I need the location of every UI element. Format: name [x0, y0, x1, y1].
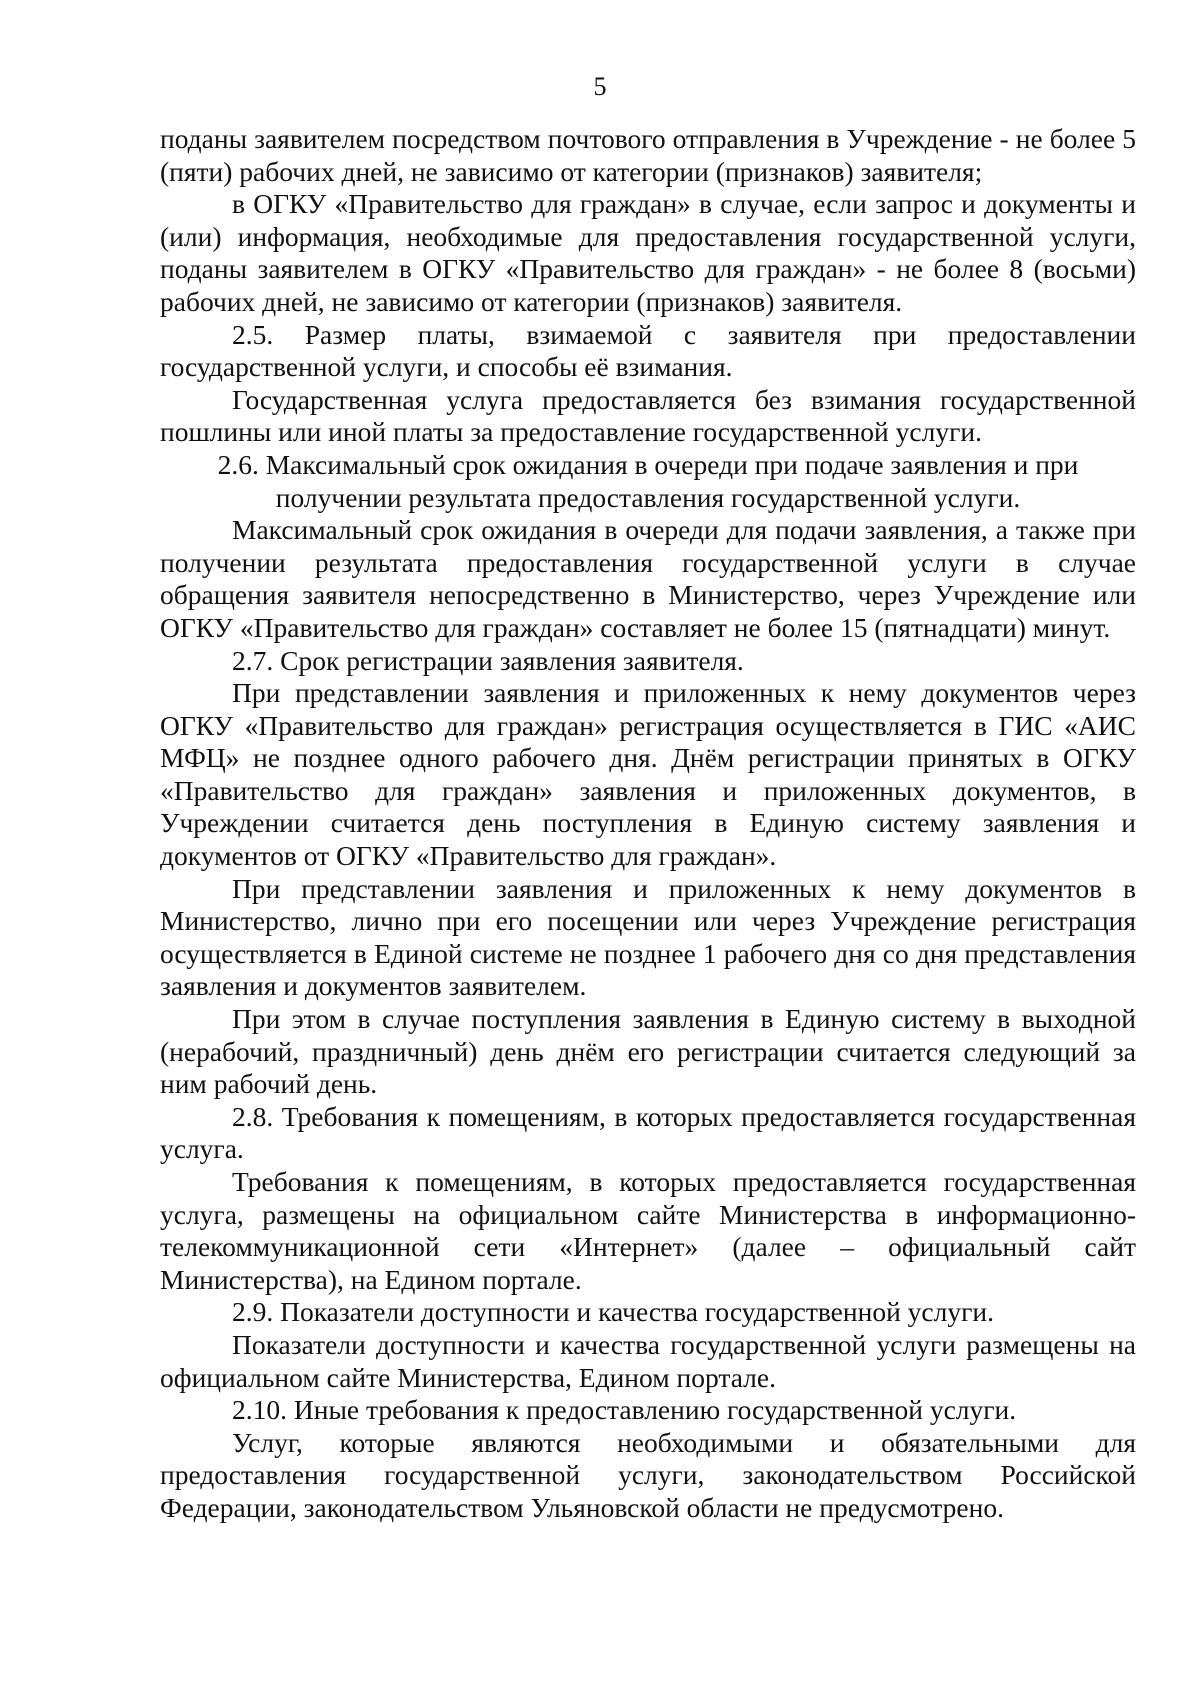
section-heading-2-9: 2.9. Показатели доступности и качества государственной услуги.: [232, 1296, 994, 1328]
paragraph-delivery-ogku: в ОГКУ «Правительство для граждан» в случае, если запрос и документы и (или) информация, необходимые для предоставления государственной услуги, поданы заявителем в ОГКУ «Правительство для граждан» - не более 8 (восьми) рабочих дней, не зависимо от категории (признаков) заявителя.: [160, 188, 1136, 317]
paragraph-registration-ogku: При представлении заявления и приложенных к нему документов через ОГКУ «Правительство для граждан» регистрация осуществляется в ГИС «АИС МФЦ» не позднее одного рабочего дня. Днём регистрации принятых в ОГКУ «Правительство для граждан» заявления и приложенных документов, в Учреждении считается день поступления в Единую систему заявления и документов от ОГКУ «Правительство для граждан».: [160, 677, 1136, 872]
page-number: 5: [593, 72, 607, 101]
section-heading-2-8: 2.8. Требования к помещениям, в которых предоставляется государственная услуга.: [160, 1100, 1136, 1165]
paragraph-delivery-postal: поданы заявителем посредством почтового отправления в Учреждение - не более 5 (пяти) рабочих дней, не зависимо от категории (признаков) заявителя;: [160, 123, 1136, 187]
paragraph-premises: Требования к помещениям, в которых предоставляется государственная услуга, размещены на официальном сайте Министерства в информационно-телекоммуникационной сети «Интернет» (далее – официальный сайт Министерства), на Едином портале.: [160, 1166, 1136, 1295]
section-heading-2-10: 2.10. Иные требования к предоставлению государственной услуги.: [232, 1394, 1017, 1426]
section-heading-2-7: 2.7. Срок регистрации заявления заявителя.: [232, 644, 744, 676]
paragraph-fee: Государственная услуга предоставляется без взимания государственной пошлины или иной платы за предоставление государственной услуги.: [160, 383, 1136, 448]
paragraph-registration-holiday: При этом в случае поступления заявления в Единую систему в выходной (нерабочий, праздничный) день днём его регистрации считается следующий за ним рабочий день.: [160, 1003, 1136, 1100]
paragraph-indicators: Показатели доступности и качества государственной услуги размещены на официальном сайте Министерства, Едином портале.: [160, 1328, 1136, 1393]
section-heading-2-6: 2.6. Максимальный срок ожидания в очереди при подаче заявления и при получении результата предоставления государственной услуги.: [217, 448, 1079, 513]
section-heading-2-5: 2.5. Размер платы, взимаемой с заявителя при предоставлении государственной услуги, и способы её взимания.: [160, 318, 1136, 383]
paragraph-queue-time: Максимальный срок ожидания в очереди для подачи заявления, а также при получении результата предоставления государственной услуги в случае обращения заявителя непосредственно в Министерство, через Учреждение или ОГКУ «Правительство для граждан» составляет не более 15 (пятнадцати) минут.: [160, 514, 1136, 643]
document-body: [160, 123, 1136, 1525]
paragraph-other-requirements: Услуг, которые являются необходимыми и обязательными для предоставления государственной услуги, законодательством Российской Федерации, законодательством Ульяновской области не предусмотрено.: [160, 1426, 1136, 1523]
paragraph-registration-ministry: При представлении заявления и приложенных к нему документов в Министерство, лично при его посещении или через Учреждение регистрация осуществляется в Единой системе не позднее 1 рабочего дня со дня представления заявления и документов заявителем.: [160, 872, 1136, 1002]
